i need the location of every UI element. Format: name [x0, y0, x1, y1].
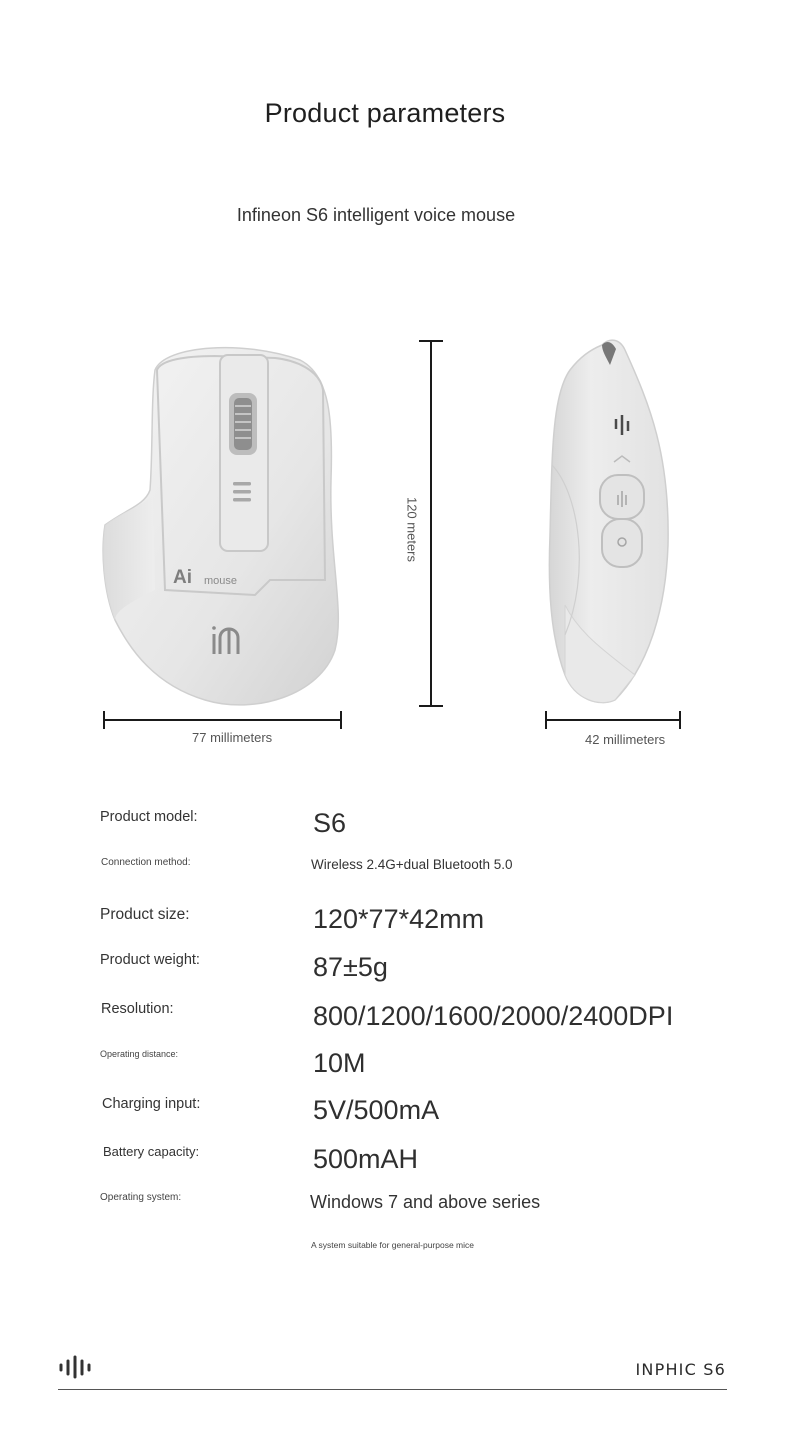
mouse-ai-label: Ai: [173, 567, 192, 588]
spec-value-operating-distance: 10M: [313, 1048, 366, 1078]
spec-value-charging-input: 5V/500mA: [313, 1095, 440, 1125]
spec-label-charging-input: Charging input:: [102, 1096, 201, 1112]
spec-value-product-model: S6: [313, 808, 347, 838]
footer-divider: [58, 1389, 727, 1390]
spec-value-product-size: 120*77*42mm: [313, 904, 485, 934]
spec-label-product-weight: Product weight:: [100, 952, 200, 968]
page-subtitle: Infineon S6 intelligent voice mouse: [236, 205, 516, 225]
width-dimension-line: [100, 708, 346, 732]
spec-value-operating-system: Windows 7 and above series: [310, 1192, 541, 1212]
height-dimension-label: 120 meters: [404, 496, 420, 563]
mouse-mouse-label: mouse: [204, 575, 238, 587]
spec-label-operating-system: Operating system:: [100, 1192, 182, 1203]
spec-label-operating-distance: Operating distance:: [100, 1049, 179, 1059]
depth-dimension-line: [542, 708, 686, 732]
footnote: A system suitable for general-purpose mice: [311, 1240, 474, 1250]
spec-label-product-model: Product model:: [100, 809, 198, 825]
spec-value-battery-capacity: 500mAH: [313, 1144, 419, 1174]
spec-value-connection-method: Wireless 2.4G+dual Bluetooth 5.0: [311, 857, 513, 872]
width-dimension-label: 77 millimeters: [192, 730, 273, 745]
depth-dimension-label: 42 millimeters: [585, 732, 666, 747]
mouse-side-view-image: [540, 335, 680, 705]
mouse-top-view-image: [95, 330, 355, 720]
spec-label-battery-capacity: Battery capacity:: [103, 1144, 200, 1159]
sound-wave-icon: [58, 1355, 96, 1379]
spec-value-product-weight: 87±5g: [313, 952, 388, 982]
spec-label-product-size: Product size:: [100, 906, 190, 923]
spec-label-connection-method: Connection method:: [101, 857, 191, 868]
page-title: Product parameters: [264, 98, 506, 128]
footer-brand: INPHIC S6: [635, 1360, 726, 1379]
spec-value-resolution: 800/1200/1600/2000/2400DPI: [313, 1001, 674, 1031]
height-dimension-line: [417, 338, 445, 710]
spec-label-resolution: Resolution:: [101, 1001, 174, 1017]
